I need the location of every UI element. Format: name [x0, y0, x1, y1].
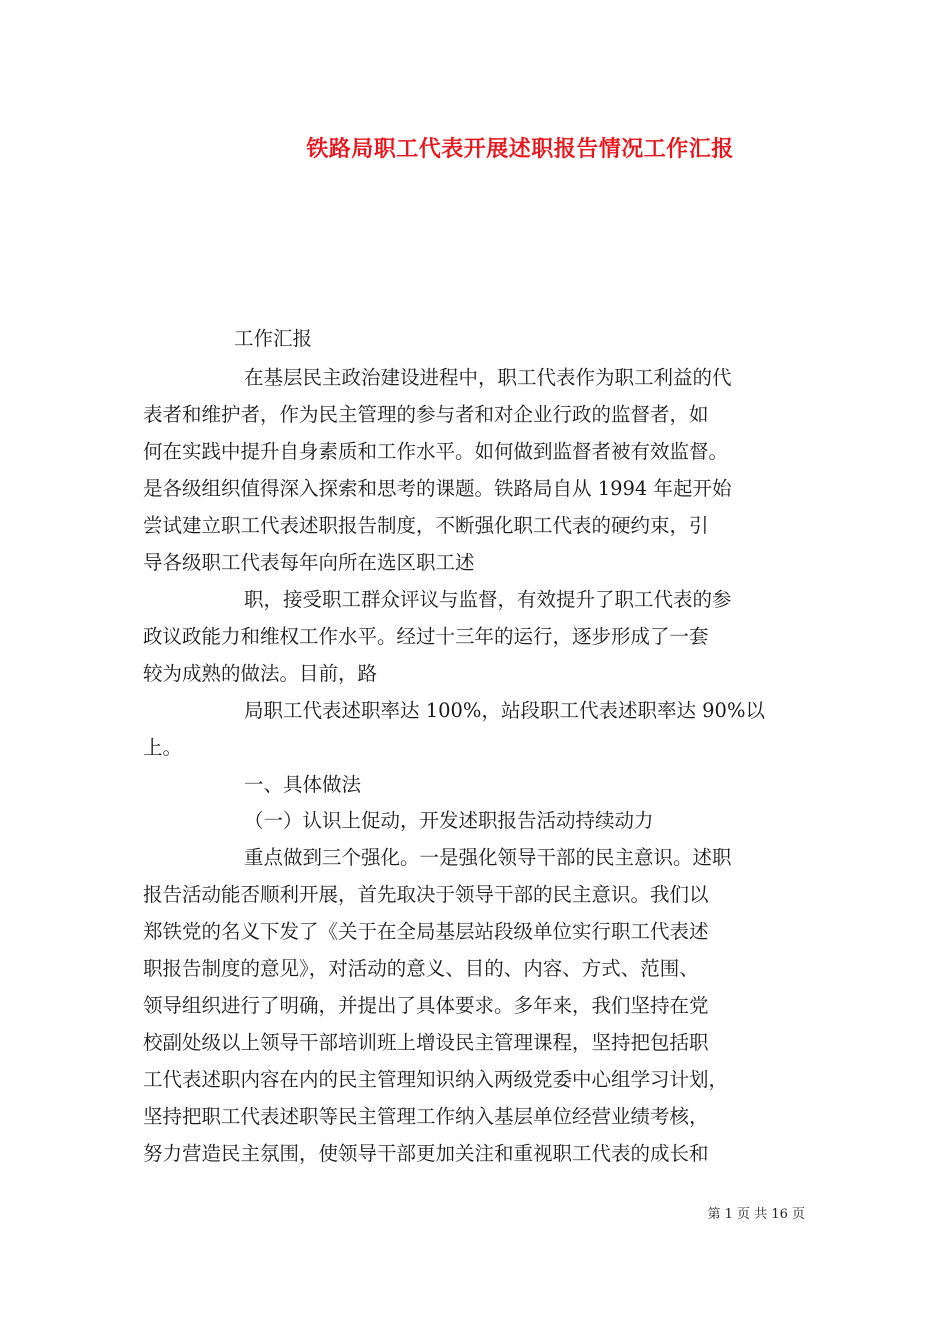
- paragraph-line: 尝试建立职工代表述职报告制度，不断强化职工代表的硬约束，引: [143, 514, 709, 537]
- paragraph-line: 导各级职工代表每年向所在选区职工述: [143, 551, 475, 574]
- paragraph-line: 职报告制度的意见》，对活动的意义、目的、内容、方式、范围、: [143, 957, 699, 980]
- paragraph-line: 校副处级以上领导干部培训班上增设民主管理课程，坚持把包括职: [143, 1031, 709, 1054]
- section-heading: 一、具体做法: [244, 773, 362, 796]
- paragraph-line: 坚持把职工代表述职等民主管理工作纳入基层单位经营业绩考核，: [143, 1105, 709, 1128]
- paragraph-line: 表者和维护者，作为民主管理的参与者和对企业行政的监督者，如: [143, 403, 709, 426]
- paragraph-line: 何在实践中提升自身素质和工作水平。如何做到监督者被有效监督。: [143, 440, 729, 463]
- paragraph-line: 较为成熟的做法。目前，路: [143, 662, 378, 685]
- page-number: 第 1 页 共 16 页: [707, 1207, 805, 1222]
- paragraph-line: 局职工代表述职率达 100%，站段职工代表述职率达 90%以: [244, 699, 765, 722]
- paragraph-line: 郑铁党的名义下发了《关于在全局基层站段级单位实行职工代表述: [143, 920, 709, 943]
- paragraph-line: 职，接受职工群众评议与监督，有效提升了职工代表的参: [244, 588, 732, 611]
- paragraph-line: 领导组织进行了明确，并提出了具体要求。多年来，我们坚持在党: [143, 994, 709, 1017]
- paragraph-line: 是各级组织值得深入探索和思考的课题。铁路局自从 1994 年起开始: [143, 477, 732, 500]
- subsection-heading: （一）认识上促动，开发述职报告活动持续动力: [244, 809, 654, 832]
- paragraph-line: 政议政能力和维权工作水平。经过十三年的运行，逐步形成了一套: [143, 625, 709, 648]
- section-heading: 工作汇报: [234, 327, 313, 350]
- paragraph-line: 上。: [143, 736, 183, 759]
- document-title: 铁路局职工代表开展述职报告情况工作汇报: [306, 136, 734, 162]
- paragraph-line: 努力营造民主氛围，使领导干部更加关注和重视职工代表的成长和: [143, 1142, 709, 1165]
- paragraph-line: 在基层民主政治建设进程中，职工代表作为职工利益的代: [244, 366, 732, 389]
- paragraph-line: 报告活动能否顺利开展，首先取决于领导干部的民主意识。我们以: [143, 883, 709, 906]
- paragraph-line: 工代表述职内容在内的民主管理知识纳入两级党委中心组学习计划，: [143, 1068, 729, 1091]
- paragraph-line: 重点做到三个强化。一是强化领导干部的民主意识。述职: [244, 846, 732, 869]
